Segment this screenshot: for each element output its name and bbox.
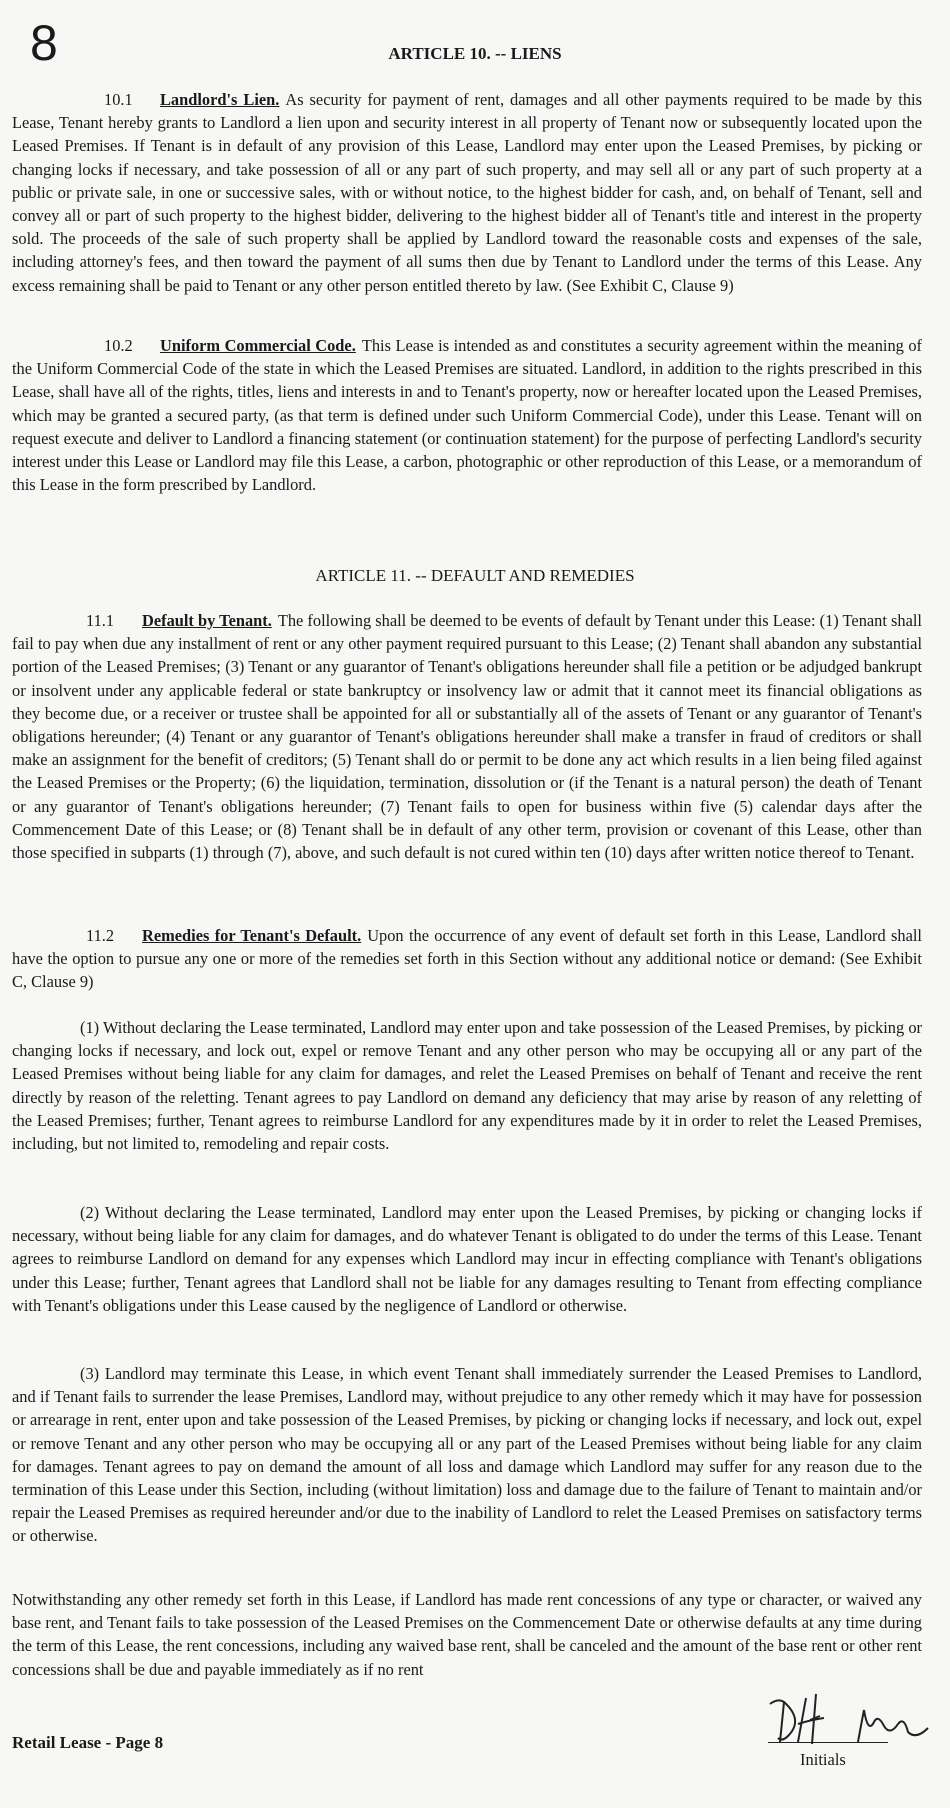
footer-page-label: Retail Lease - Page 8 <box>12 1733 164 1752</box>
section-text: Upon the occurrence of any event of default set forth in this Lease, Landlord shall have the option to pursue any one or more of the remedies set forth in this Section without any additional notice or demand: (See Exhibit C, Clause 9) <box>12 926 922 992</box>
section-heading: Landlord's Lien. <box>160 90 280 109</box>
page-number: 8 <box>30 15 58 71</box>
notwithstanding-paragraph: Notwithstanding any other remedy set forth in this Lease, if Landlord has made rent concessions of any type or character, or waived any base rent, and Tenant fails to take possession of the Leased Premises on the Commencement Date or otherwise defaults at any time during the term of this Lease, the rent concessions, including any waived base rent, shall be canceled and the amount of the base rent or other rent concessions shall be due and payable immediately as if no rent <box>12 1590 922 1679</box>
section-text: The following shall be deemed to be events of default by Tenant under this Lease: (1) Tenant shall fail to pay when due any installment of rent or any other payment required pursuant to this Lease; (2) Tenant shall abandon any substantial portion of the Leased Premises; (3) Tenant or any guarantor of Tenant's obligations hereunder shall file a petition or be adjudged bankrupt or insolvent under any applicable federal or state bankruptcy or insolvency law or admit that it cannot meet its financial obligations as they become due, or a receiver or trustee shall be appointed for all or substantially all of the assets of Tenant or any guarantor of Tenant's obligations hereunder; (4) Tenant or any guarantor of Tenant's obligations hereunder shall make a transfer in fraud of creditors or shall make an assignment for the benefit of creditors; (5) Tenant shall do or permit to be done any act which results in a lien being filed against the Leased Premises or the Property; (6) the liquidation, termination, dissolution or (if the Tenant is a natural person) the death of Tenant or any guarantor of Tenant's obligations hereunder; (7) Tenant fails to open for business within five (5) calendar days after the Commencement Date of this Lease; or (8) Tenant shall be in default of any other term, provision or covenant of this Lease, other than those specified in subparts (1) through (7), above, and such default is not cured within ten (10) days after written notice thereof to Tenant. <box>12 611 922 863</box>
section-number: 10.1 <box>104 90 133 109</box>
remedy-3: (3) Landlord may terminate this Lease, in which event Tenant shall immediately surrender the Leased Premises to Landlord, and if Tenant fails to surrender the lease Premises, Landlord may, without prejudice to any other remedy which it may have for possession or arrearage in rent, enter upon and take possession of the Leased Premises, by picking or changing locks if necessary, and lock out, expel or remove Tenant and any other person who may be occupying all or any part of the Leased Premises without being liable for any claim for damages. Tenant agrees to pay on demand the amount of all loss and damage which Landlord may suffer for any reason due to the termination of this Lease under this Section, including (without limitation) loss and damage due to the failure of Tenant to maintain and/or repair the Leased Premises as required hereunder and/or due to the inability of Landlord to relet the Leased Premises on satisfactory terms or otherwise. <box>12 1364 922 1546</box>
section-11-2 <box>12 924 922 994</box>
section-10-2 <box>12 334 922 496</box>
section-number: 11.1 <box>86 611 115 630</box>
section-heading: Uniform Commercial Code. <box>160 336 356 355</box>
section-heading: Remedies for Tenant's Default. <box>142 926 362 945</box>
section-text: This Lease is intended as and constitutes a security agreement within the meaning of the Uniform Commercial Code of the state in which the Leased Premises are situated. Landlord, in addition to the rights prescribed in this Lease, shall have all of the rights, titles, liens and interests in and to Tenant's property, now or hereafter located upon the Leased Premises, which may be granted a secured party, (as that term is defined under such Uniform Commercial Code), under this Lease. Tenant will on request execute and deliver to Landlord a financing statement (or continuation statement) for the purpose of perfecting Landlord's security interest under this Lease or Landlord may file this Lease, a carbon, photographic or other reproduction of this Lease, or a memorandum of this Lease in the form prescribed by Landlord. <box>12 336 923 495</box>
article-11-title: ARTICLE 11. -- DEFAULT AND REMEDIES <box>315 566 635 585</box>
initials-line <box>768 1742 888 1743</box>
section-heading: Default by Tenant. <box>142 611 272 630</box>
initials-signature <box>758 1680 948 1760</box>
remedy-1: (1) Without declaring the Lease terminated, Landlord may enter upon and take possession of the Leased Premises, by picking or changing locks if necessary, and lock out, expel or remove Tenant and any other person who may be occupying all or any part of the Leased Premises without being liable for any claim for damages, and relet the Leased Premises on behalf of Tenant and receive the rent directly by reason of the reletting. Tenant agrees to pay Landlord on demand any deficiency that may arise by reason of any reletting of the Leased Premises; further, Tenant agrees to reimburse Landlord for any expenditures made by it in order to relet the Leased Premises, including, but not limited to, remodeling and repair costs. <box>12 1018 922 1154</box>
section-number: 11.2 <box>86 926 115 945</box>
section-11-1 <box>12 609 922 864</box>
initials-label: Initials <box>800 1750 846 1769</box>
section-text: As security for payment of rent, damages and all other payments required to be made by this Lease, Tenant hereby grants to Landlord a lien upon and security interest in all property of Tenant now or subsequently located upon the Leased Premises. If Tenant is in default of any provision of this Lease, Landlord may enter upon the Leased Premises, by picking or changing locks if necessary, and take possession of all or any part of such property, and may sell all or any part of such property at a public or private sale, in one or successive sales, with or without notice, to the highest bidder for cash, and, on behalf of Tenant, sell and convey all or part of such property to the highest bidder, delivering to the highest bidder all of Tenant's title and interest in the property sold. The proceeds of the sale of such property shall be applied by Landlord toward the reasonable costs and expenses of the sale, including attorney's fees, and then toward the payment of all sums then due by Tenant to Landlord under the terms of this Lease. Any excess remaining shall be paid to Tenant or any other person entitled thereto by law. (See Exhibit C, Clause 9) <box>12 90 922 295</box>
section-number: 10.2 <box>104 336 133 355</box>
remedy-2: (2) Without declaring the Lease terminated, Landlord may enter upon the Leased Premises, by picking or changing locks if necessary, without being liable for any claim for damages, and do whatever Tenant is obligated to do under the terms of this Lease. Tenant agrees to reimburse Landlord on demand for any expenses which Landlord may incur in effecting compliance with Tenant's obligations under this Lease; further, Tenant agrees that Landlord shall not be liable for any damages resulting to Tenant from effecting compliance with Tenant's obligations under this Lease caused by the negligence of Landlord or otherwise. <box>12 1203 922 1315</box>
section-10-1 <box>12 88 922 297</box>
article-10-title: ARTICLE 10. -- LIENS <box>388 44 562 63</box>
